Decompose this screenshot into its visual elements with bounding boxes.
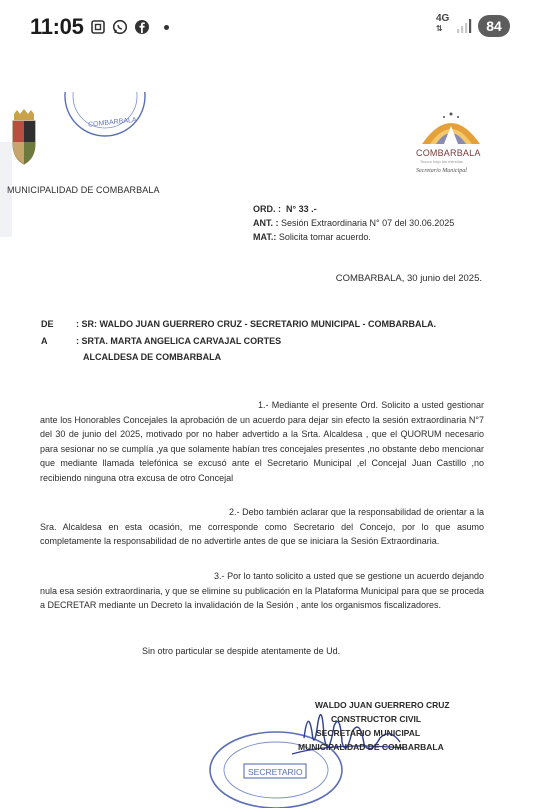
logo-subtitle: Secretario Municipal xyxy=(416,168,467,174)
paragraph-3: 3.- Por lo tanto solicito a usted que se gestione un acuerdo dejando nula esa sesión extraordinaria, y que se elimine su publicación en la Plataforma Municipal para que se proceda a DECRETAR mediante un Decreto la invalidación de la Sesión , ante los organismos fiscalizadores. xyxy=(40,571,484,611)
more-notifications-dot xyxy=(164,25,169,30)
closing-line: Sin otro particular se despide atentamente de Ud. xyxy=(142,646,341,656)
clock: 11:05 xyxy=(30,14,84,39)
network-type: 4G ⇅ xyxy=(436,13,450,33)
to-value: : SRTA. MARTA ANGELICA CARVAJAL CORTES xyxy=(76,336,282,346)
municipality-label: MUNICIPALIDAD DE COMBARBALA xyxy=(7,185,160,195)
svg-text:COMBARBALA: COMBARBALA xyxy=(87,116,137,129)
signal-icon xyxy=(456,18,472,34)
signature-title: CONSTRUCTOR CIVIL xyxy=(331,714,422,724)
from-value: : SR: WALDO JUAN GUERRERO CRUZ - SECRETARIO MUNICIPAL - COMBARBALA. xyxy=(76,319,436,329)
svg-text:SECRETARIO: SECRETARIO xyxy=(248,767,303,777)
signature-position: SECRETARIO MUNICIPAL xyxy=(316,728,421,738)
signature-institution: MUNICIPALIDAD DE COMBARBALA xyxy=(298,742,444,752)
logo-tagline: Tesoro bajo las estrellas xyxy=(420,159,463,164)
battery-indicator: 84 xyxy=(478,15,510,37)
place-date: COMBARBALA, 30 junio del 2025. xyxy=(335,273,482,284)
status-bar xyxy=(0,0,540,52)
paragraph-2: 2.- Debo también aclarar que la responsabilidad de orientar a la Sra. Alcaldesa en esta ocasión, me corresponde como Secretario del Concejo, por lo que asumo completamente la responsabilidad de no advertirle antes de que se iniciara la Sesión Extraordinaria. xyxy=(40,507,484,547)
ant-line: ANT. : Sesión Extraordinaria N° 07 del 30.06.2025 xyxy=(253,218,455,228)
document-page xyxy=(0,52,540,777)
paragraph-1: 1.- Mediante el presente Ord. Solicito a usted gestionar ante los Honorables Concejales la aprobación de un acuerdo para dejar sin efecto la sesión extraordinaria N°7 del 30 de junio del 2025, motivado por no haber advertido a la Srta. Alcaldesa , que el QUORUM necesario para sesionar no se cumplía ,ya que solamente habían tres concejales presentes ,no obstante debo mencionar que mediante llamada telefónica se excusó ante el Secretario Municipal ,el Concejal Juan Castillo ,no recibiendo ninguna otra excusa de otro Concejal xyxy=(40,400,484,483)
mat-line: MAT.: Solicita tomar acuerdo. xyxy=(253,232,371,242)
from-label: DE xyxy=(41,319,54,329)
to-value-line2: ALCALDESA DE COMBARBALA xyxy=(83,352,222,362)
facebook-icon xyxy=(134,19,150,35)
signature-name: WALDO JUAN GUERRERO CRUZ xyxy=(315,700,450,710)
to-label: A xyxy=(41,336,48,346)
ord-line: ORD. : N° 33 .- xyxy=(253,204,317,214)
logo-name: COMBARBALA xyxy=(416,148,481,158)
whatsapp-icon xyxy=(112,19,128,35)
municipal-crest-icon xyxy=(10,108,38,166)
seal-stamp-top xyxy=(62,92,148,144)
notification-icons xyxy=(90,19,169,35)
screenshot-icon xyxy=(90,19,106,35)
